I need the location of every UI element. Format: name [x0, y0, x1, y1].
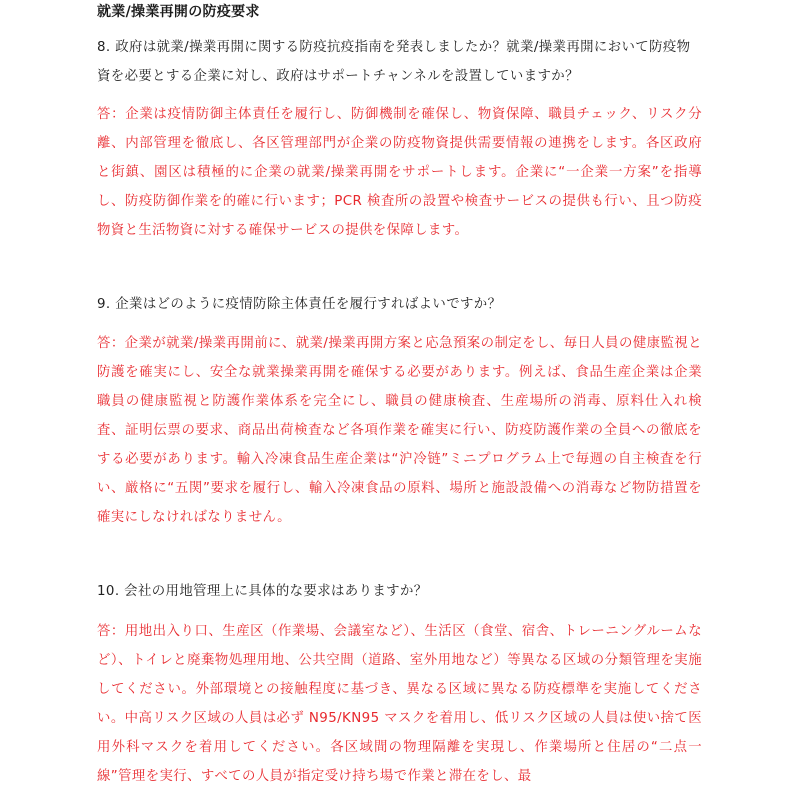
- answer-8: 答：企業は疫情防御主体責任を履行し、防御機制を確保し、物資保障、職員チェック、リスク分離、内部管理を徹底し、各区管理部門が企業の防疫物資提供需要情報の連携をします。各区政府と街鎮、園区は積極的に企業の就業/操業再開をサポートします。企業に“一企業一方案”を指導し、防疫防御作業を的確に行います；PCR 検査所の設置や検査サービスの提供も行い、且つ防疫物資と生活物資に対する確保サービスの提供を保障します。: [97, 107, 702, 238]
- page-title: 就業/操業再開の防疫要求: [97, 4, 260, 20]
- answer-10: 答：用地出入り口、生産区（作業場、会議室など）、生活区（食堂、宿舎、トレーニングルームなど）、トイレと廃棄物処理用地、公共空間（道路、室外用地など）等異なる区域の分類管理を実施してください。外部環境との接触程度に基づき、異なる区域に異なる防疫標準を実施してください。中高リスク区域の人員は必ず N95/KN95 マスクを着用し、低リスク区域の人員は使い捨て医用外科マスクを着用してください。各区域間の物理隔離を実現し、作業場所と住居の“二点一線”管理を実行、すべての人員が指定受け持ち場で作業と滞在をし、最: [97, 624, 702, 784]
- answer-9: 答：企業が就業/操業再開前に、就業/操業再開方案と応急預案の制定をし、毎日人員の健康監視と防護を確実にし、安全な就業操業再開を確保する必要があります。例えば、食品生産企業は企業職員の健康監視と防護作業体系を完全にし、職員の健康検査、生産場所の消毒、原料仕入れ検査、証明伝票の要求、商品出荷検査など各項作業を確実に行い、防疫防護作業の全員への徹底をする必要があります。輸入冷凍食品生産企業は“沪冷链”ミニプログラム上で毎週の自主検査を行い、厳格に“五関”要求を履行し、輸入冷凍食品の原料、場所と施設設備への消毒など物防措置を確実にしなければなりません。: [97, 336, 702, 525]
- question-10: 10. 会社の用地管理上に具体的な要求はありますか？: [97, 584, 428, 599]
- question-9: 9. 企業はどのように疫情防除主体責任を履行すればよいですか？: [97, 297, 502, 312]
- question-8: 8. 政府は就業/操業再開に関する防疫抗疫指南を発表しましたか？就業/操業再開において防疫物資を必要とする企業に対し、政府はサポートチャンネルを設置していますか？: [97, 40, 691, 84]
